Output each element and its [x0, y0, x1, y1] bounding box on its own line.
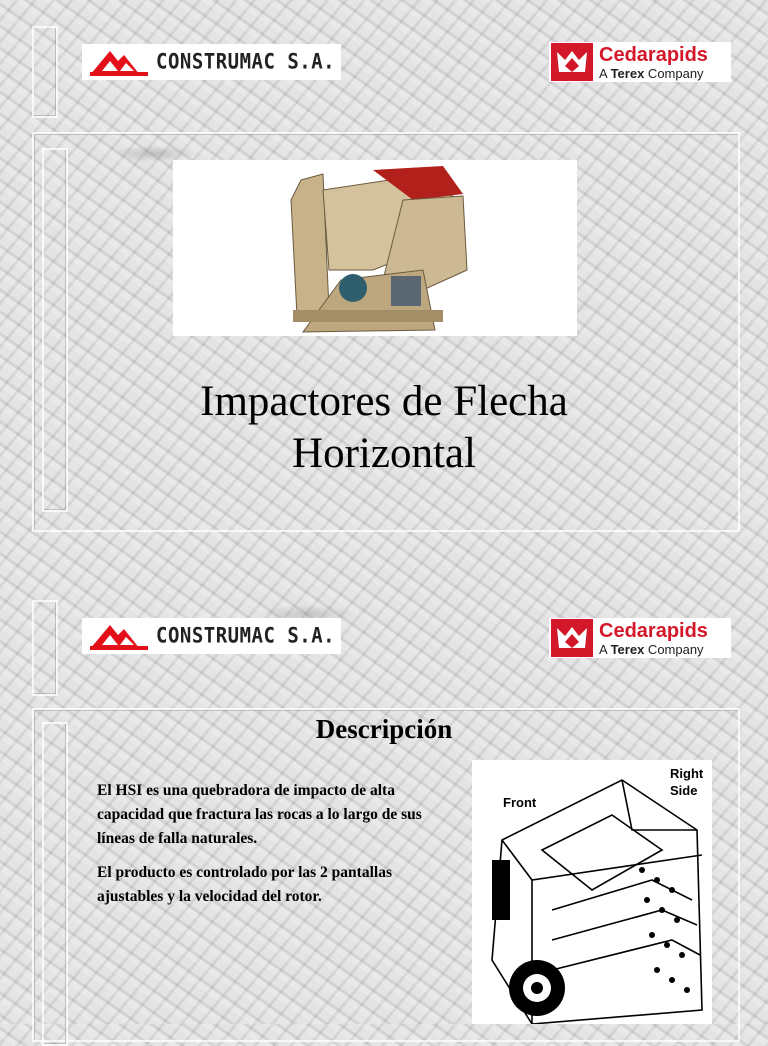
hsi-diagram [472, 760, 712, 1024]
cedarapids-brand: Cedarapids [599, 43, 708, 66]
impactor-photo [173, 160, 577, 336]
cedarapids-brand-2: Cedarapids [599, 619, 708, 642]
cedarapids-sub: A Terex Company [599, 65, 704, 81]
construmac-mark-icon [88, 47, 150, 77]
cedarapids-sub-2: A Terex Company [599, 641, 704, 657]
construmac-logo [82, 44, 341, 80]
slide2-title: Descripción [315, 714, 453, 744]
slide1-title-line2: Horizontal [292, 430, 476, 477]
cedarapids-crown-icon [551, 43, 593, 81]
description-paragraph-2: El producto es controlado por las 2 pantallas ajustables y la velocidad del rotor. [97, 864, 392, 905]
cedarapids-logo-2 [549, 618, 731, 658]
construmac-name-2: CONSTRUMAC S.A. [156, 623, 336, 649]
slide1-title-line1: Impactores de Flecha [200, 378, 568, 425]
diagram-label-front: Front [503, 795, 537, 810]
cedarapids-crown-icon [551, 619, 593, 657]
description-paragraph-1: El HSI es una quebradora de impacto de alta capacidad que fractura las rocas a lo largo de sus líneas de falla naturales. [97, 782, 422, 847]
cedarapids-logo [549, 42, 731, 82]
construmac-mark-icon [88, 621, 150, 651]
slide2-left-bar [32, 600, 58, 696]
slide1-title [0, 376, 768, 480]
slide1-left-bar [32, 26, 58, 118]
diagram-label-right-side: Right Side [670, 766, 704, 798]
construmac-name: CONSTRUMAC S.A. [156, 49, 336, 75]
construmac-logo-2 [82, 618, 341, 654]
slide2-inner-bar [42, 722, 68, 1046]
